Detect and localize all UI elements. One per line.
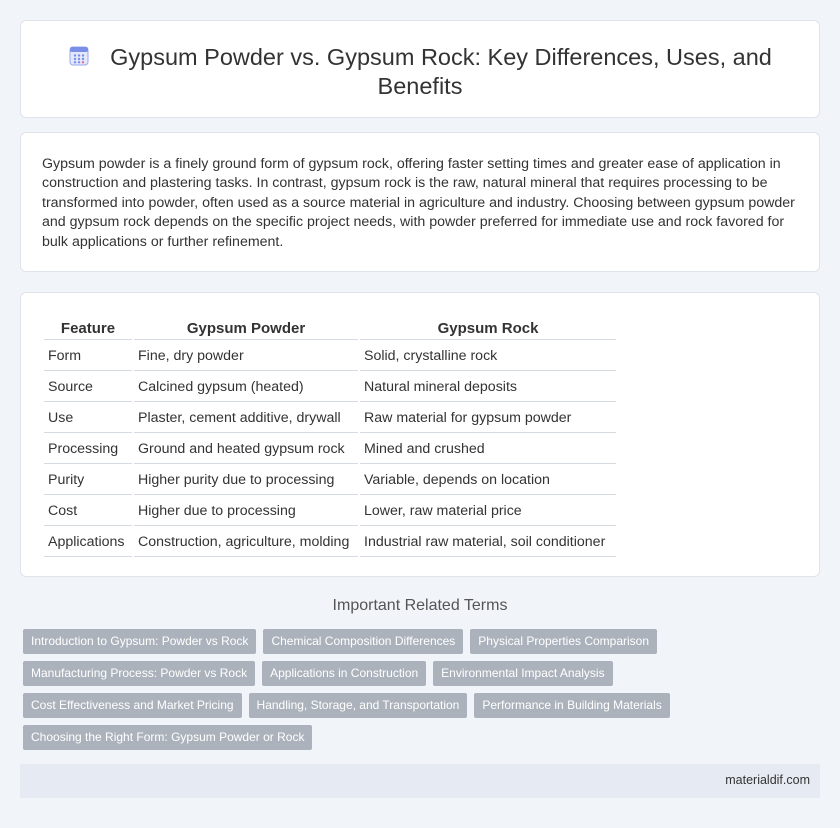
table-cell: Calcined gypsum (heated)	[134, 373, 358, 402]
table-row	[44, 497, 616, 526]
tag-row	[23, 661, 823, 686]
table-cell: Purity	[44, 466, 132, 495]
footer	[20, 764, 820, 798]
header-card	[20, 20, 820, 118]
table-row	[44, 342, 616, 371]
table-header-row	[44, 318, 616, 340]
table-cell: Applications	[44, 528, 132, 557]
table-cell: Processing	[44, 435, 132, 464]
tag-row	[23, 629, 823, 654]
footer-site-link[interactable]: materialdif.com	[725, 773, 810, 787]
column-header-gypsum-powder: Gypsum Powder	[134, 318, 358, 340]
column-header-gypsum-rock: Gypsum Rock	[360, 318, 616, 340]
comparison-table	[42, 316, 618, 559]
table-row	[44, 404, 616, 433]
table-cell: Source	[44, 373, 132, 402]
tag-row	[23, 725, 823, 750]
page-title: Gypsum Powder vs. Gypsum Rock: Key Differences, Uses, and Benefits	[110, 44, 772, 99]
related-term-tag[interactable]: Choosing the Right Form: Gypsum Powder or Rock	[23, 725, 312, 750]
related-term-tag[interactable]: Chemical Composition Differences	[263, 629, 463, 654]
table-cell: Higher due to processing	[134, 497, 358, 526]
comparison-table-card	[20, 292, 820, 577]
table-cell: Raw material for gypsum powder	[360, 404, 616, 433]
intro-card	[20, 132, 820, 272]
table-cell: Form	[44, 342, 132, 371]
table-row	[44, 373, 616, 402]
table-cell: Lower, raw material price	[360, 497, 616, 526]
table-cell: Industrial raw material, soil conditioner	[360, 528, 616, 557]
table-cell: Solid, crystalline rock	[360, 342, 616, 371]
related-term-tag[interactable]: Introduction to Gypsum: Powder vs Rock	[23, 629, 256, 654]
table-cell: Fine, dry powder	[134, 342, 358, 371]
title-wrap	[21, 43, 819, 101]
table-cell: Use	[44, 404, 132, 433]
table-cell: Natural mineral deposits	[360, 373, 616, 402]
calendar-grid-icon	[68, 45, 90, 67]
table-row	[44, 435, 616, 464]
related-terms-list	[23, 629, 823, 757]
related-term-tag[interactable]: Handling, Storage, and Transportation	[249, 693, 468, 718]
related-term-tag[interactable]: Performance in Building Materials	[474, 693, 669, 718]
related-terms-title: Important Related Terms	[332, 597, 508, 614]
tag-row	[23, 693, 823, 718]
related-term-tag[interactable]: Manufacturing Process: Powder vs Rock	[23, 661, 255, 686]
table-cell: Construction, agriculture, molding	[134, 528, 358, 557]
related-term-tag[interactable]: Applications in Construction	[262, 661, 426, 686]
related-term-tag[interactable]: Environmental Impact Analysis	[433, 661, 612, 686]
table-row	[44, 466, 616, 495]
table-cell: Plaster, cement additive, drywall	[134, 404, 358, 433]
table-cell: Cost	[44, 497, 132, 526]
related-term-tag[interactable]: Cost Effectiveness and Market Pricing	[23, 693, 242, 718]
column-header-feature: Feature	[44, 318, 132, 340]
table-row	[44, 528, 616, 557]
intro-paragraph: Gypsum powder is a finely ground form of gypsum rock, offering faster setting times and greater ease of application in construction and plastering tasks. In contrast, gypsum rock is the raw, natural mineral that requires processing to be transformed into powder, often used as a source material in agriculture and industry. Choosing between gypsum powder and gypsum rock depends on the specific project needs, with powder preferred for immediate use and rock favored for bulk applications or further refinement.	[42, 156, 795, 250]
table-cell: Higher purity due to processing	[134, 466, 358, 495]
table-cell: Ground and heated gypsum rock	[134, 435, 358, 464]
table-cell: Variable, depends on location	[360, 466, 616, 495]
related-term-tag[interactable]: Physical Properties Comparison	[470, 629, 657, 654]
table-cell: Mined and crushed	[360, 435, 616, 464]
